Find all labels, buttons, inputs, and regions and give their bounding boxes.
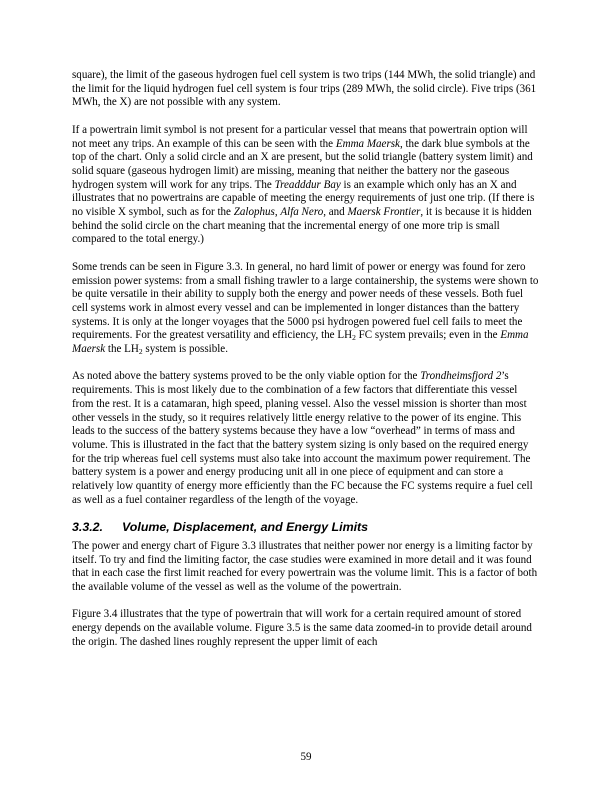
paragraph-missing-symbols: If a powertrain limit symbol is not present for a particular vessel that means that powertrain option will not meet any trips. An example of this can be seen with the Emma Maersk, the dark blue symbols at the top of the chart. Only a solid circle and an X are present, but the solid triangle (battery system limit) and solid square (gaseous hydrogen limit) are missing, meaning that neither the battery nor the gaseous hydrogen system will work for any trips. The Treadddur Bay is an example which only has an X and illustrates that no powertrains are capable of meeting the energy requirements of just one trip. (If there is no visible X symbol, such as for the Zalophus, Alfa Nero, and Maersk Frontier, it is because it is hidden behind the solid circle on the chart meaning that the incremental energy of one more trip is small compared to the total energy.) — [72, 123, 535, 246]
vessel-name: Emma Maersk — [72, 329, 529, 356]
paragraph-battery-systems: As noted above the battery systems proved to be the only viable option for the Trondheimsfjord 2’s requirements. This is most likely due to the combination of a few factors that differentiate this vessel from the rest. It is a catamaran, high speed, planing vessel. Also the vessel mission is shorter than most other vessels in the study, so it requires relatively little energy relative to the power of its engine. This leads to the success of the battery systems because they have a low “overhead” in terms of mass and volume. This is illustrated in the fact that the battery system sizing is only based on the required energy for the trip whereas fuel cell systems must also take into account the maximum power requirement. The battery system is a power and energy producing unit all in one piece of equipment and can store a relatively low quantity of energy more efficiently than the FC because the FC systems require a fuel cell as well as a fuel container regardless of the length of the voyage. — [72, 370, 533, 506]
vessel-name: Treadddur Bay — [274, 178, 341, 191]
vessel-name: Alfa Nero — [280, 206, 324, 219]
vessel-name: Maersk Frontier — [347, 206, 421, 219]
section-number: 3.3.2. — [72, 520, 104, 535]
paragraph-limiting-factor: The power and energy chart of Figure 3.3 illustrates that neither power nor energy is a limiting factor by itself. To try and find the limiting factor, the case studies were examined in more detail and it was found that in each case the first limit reached for every powertrain was the volume limit. This is a factor of both the available volume of the vessel as well as the volume of the powertrain. — [72, 539, 538, 593]
section-title: Volume, Displacement, and Energy Limits — [122, 520, 369, 535]
vessel-name: Zalophus — [233, 206, 275, 219]
paragraph-trends: Some trends can be seen in Figure 3.3. In general, no hard limit of power or energy was found for zero emission power systems: from a small fishing trawler to a large containership, the systems were shown to be quite versatile in their ability to supply both the energy and power needs of these vessels. Both fuel cell systems work in almost every vessel and can be implemented in longer distances than the battery systems. It is only at the longer voyages that the 5000 psi hydrogen powered fuel cell fails to meet the requirements. For the greatest versatility and efficiency, the $LH_2$ FC system prevails; even in the Emma Maersk the $LH_2$ system is possible. — [72, 260, 539, 357]
paragraph-limits-summary: square), the limit of the gaseous hydrogen fuel cell system is two trips (144 MWh, the solid triangle) and the limit for the liquid hydrogen fuel cell system is four trips (289 MWh, the solid circle). Five trips (361 MWh, the X) are not possible with any system. — [72, 69, 537, 109]
paragraph-figure-volume: Figure 3.4 illustrates that the type of powertrain that will work for a certain required amount of stored energy depends on the available volume. Figure 3.5 is the same data zoomed-in to provide detail around the origin. The dashed lines roughly represent the upper limit of each — [72, 608, 532, 648]
vessel-name: Trondheimsfjord 2 — [420, 370, 502, 383]
section-heading — [72, 521, 540, 535]
vessel-name: Emma Maersk — [335, 137, 400, 150]
page-number: 59 — [300, 751, 312, 763]
